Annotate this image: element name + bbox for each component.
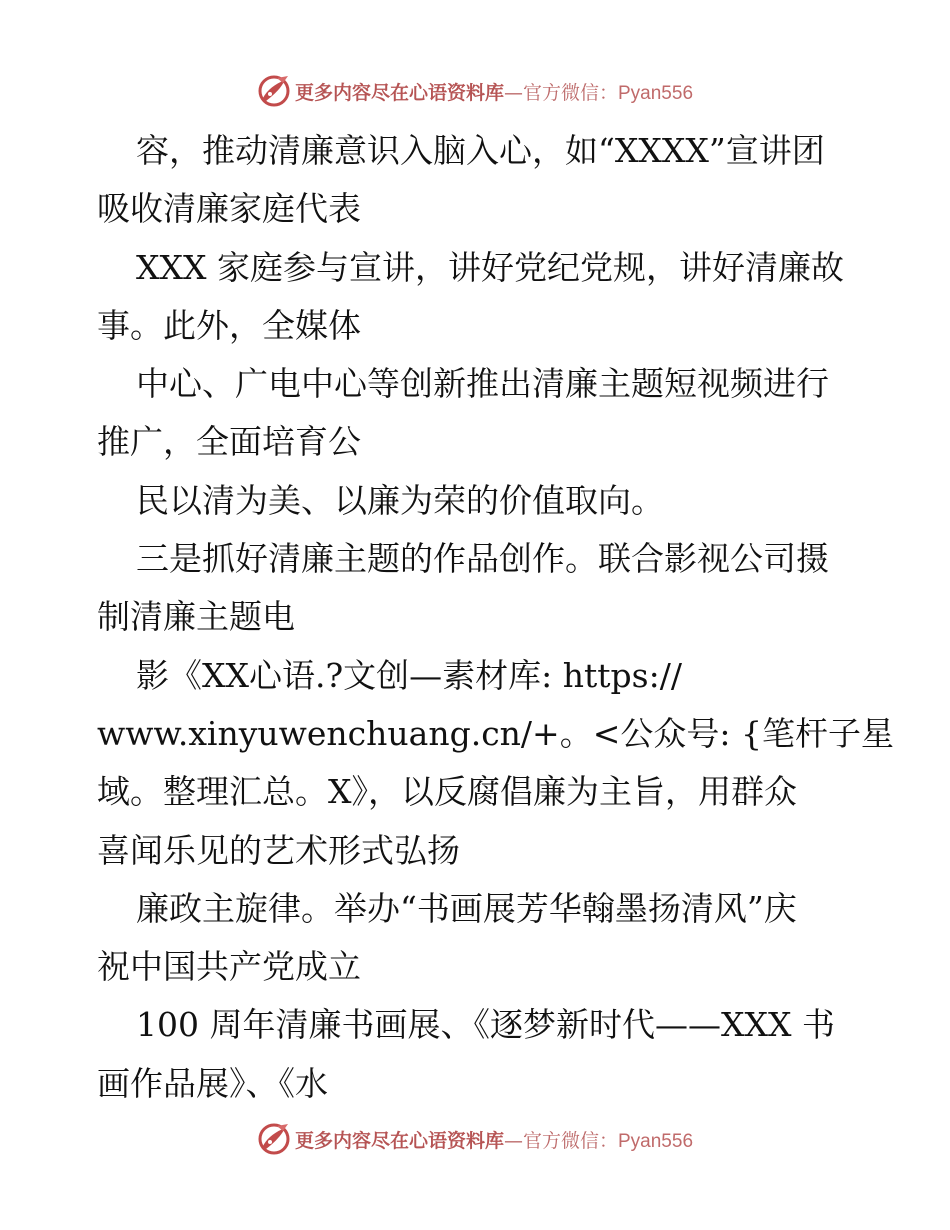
footer-banner <box>0 1119 950 1159</box>
text-line: 域。整理汇总。X》，以反腐倡廉为主旨，用群众 <box>97 772 797 812</box>
text-line: 喜闻乐见的艺术形式弘扬 <box>97 830 460 870</box>
text-line: 中心、广电中心等创新推出清廉主题短视频进行 <box>136 364 829 404</box>
text-line: 100 周年清廉书画展、《逐梦新时代——XXX 书 <box>136 1005 835 1045</box>
text-line: 廉政主旋律。举办“书画展芳华翰墨扬清风”庆 <box>136 888 797 928</box>
banner-official-label: 官方微信： <box>522 1129 618 1152</box>
text-line: 事。此外，全媒体 <box>97 305 361 345</box>
text-line: 画作品展》、《水 <box>97 1063 328 1103</box>
banner-official-label: 官方微信： <box>522 81 618 104</box>
document-body <box>97 122 894 1113</box>
text-line: 吸收清廉家庭代表 <box>97 189 361 229</box>
pen-nib-circle-logo-icon <box>257 1122 291 1156</box>
banner-wechat-id: Pyan556 <box>618 82 694 104</box>
banner-text <box>295 78 693 105</box>
header-banner <box>0 71 950 111</box>
text-line: 容，推动清廉意识入脑入心，如“XXXX”宣讲团 <box>136 131 825 170</box>
text-line: 民以清为美、以廉为荣的价值取向。 <box>136 480 664 520</box>
text-line: XXX 家庭参与宣讲，讲好党纪党规，讲好清廉故 <box>136 247 844 287</box>
banner-main-text: 更多内容尽在心语资料库 <box>294 1129 504 1152</box>
text-line: 三是抓好清廉主题的作品创作。联合影视公司摄 <box>136 539 829 579</box>
banner-text <box>295 1126 693 1153</box>
banner-main-text: 更多内容尽在心语资料库 <box>294 81 504 104</box>
banner-dash: — <box>503 1129 523 1152</box>
banner-dash: — <box>503 81 523 104</box>
text-line: 祝中国共产党成立 <box>97 947 361 987</box>
pen-nib-circle-logo-icon <box>257 74 291 108</box>
banner-wechat-id: Pyan556 <box>618 1130 694 1152</box>
text-line: www.xinyuwenchuang.cn/+。<公众号: {笔杆子星 <box>97 713 894 753</box>
text-line: 制清廉主题电 <box>97 597 295 637</box>
text-line: 影《XX心语.?文创—素材库: https:// <box>136 655 682 695</box>
text-line: 推广，全面培育公 <box>97 422 361 462</box>
